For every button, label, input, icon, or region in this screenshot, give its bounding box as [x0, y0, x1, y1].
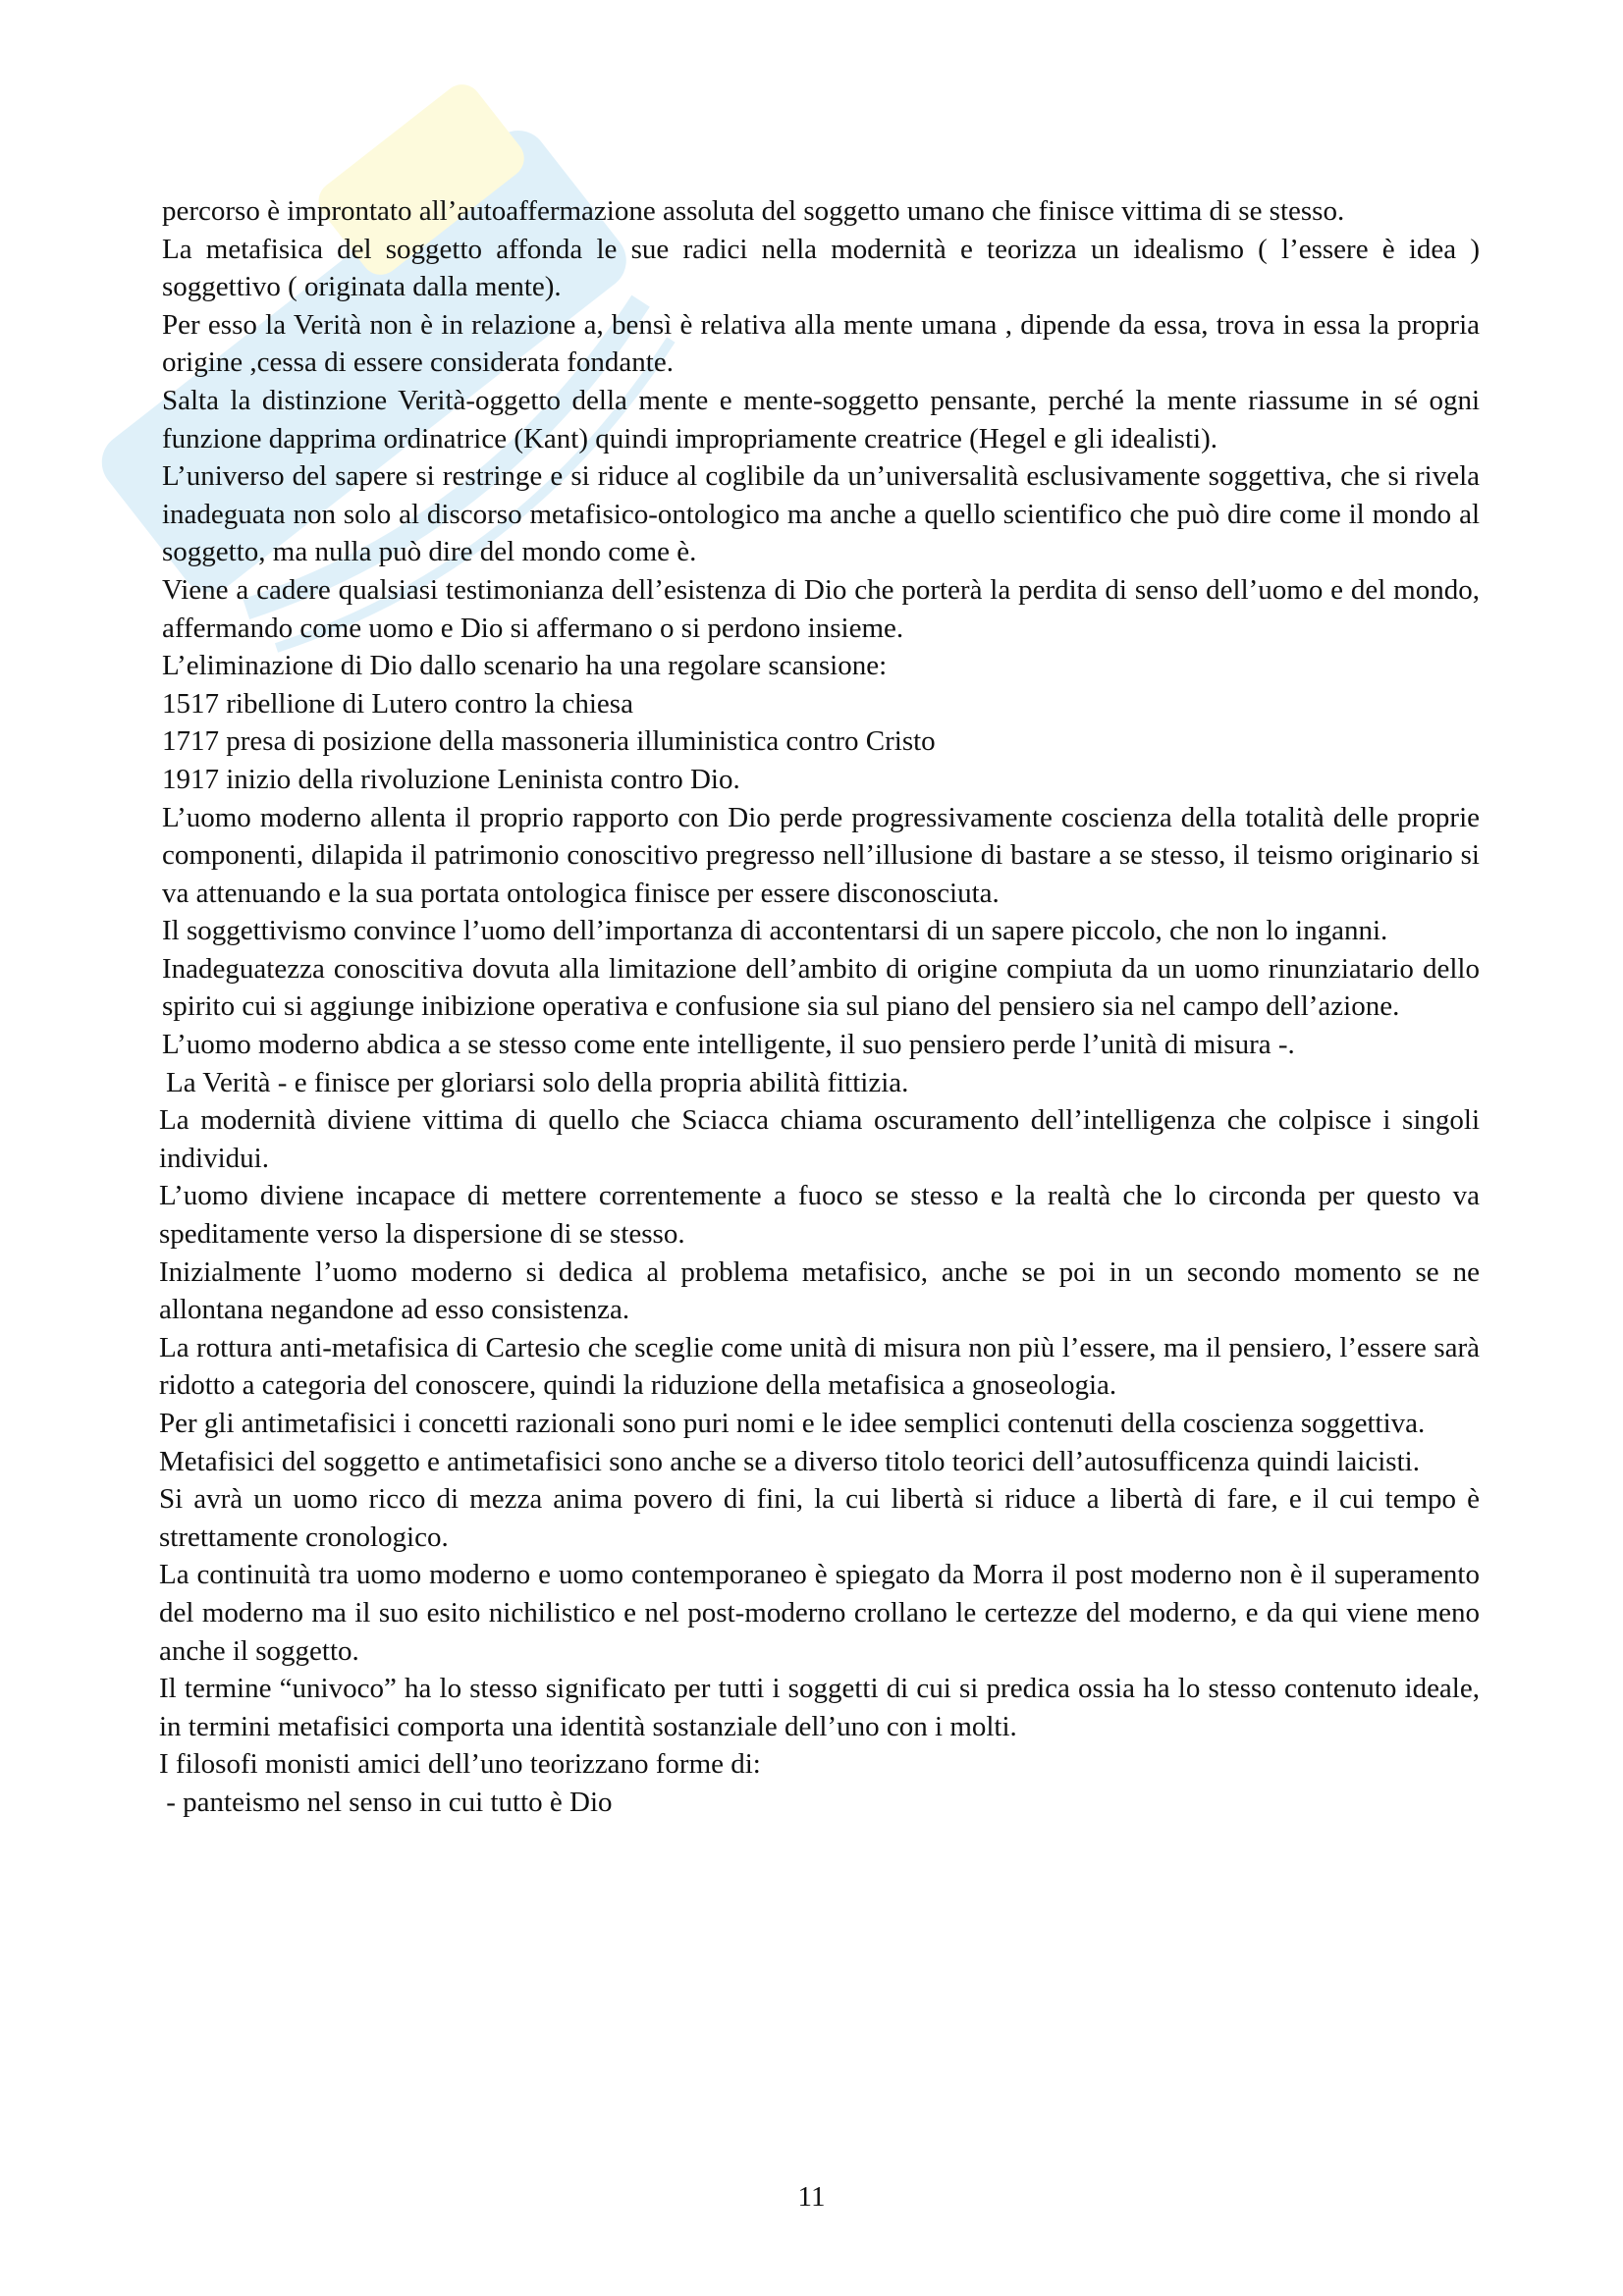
- paragraph-17: L’uomo diviene incapace di mettere correntemente a fuoco se stesso e la realtà che lo circonda per questo va speditamente verso la dispersione di se stesso.: [159, 1180, 1480, 1251]
- paragraph-19: La rottura anti-metafisica di Cartesio che sceglie come unità di misura non più l’essere, ma il pensiero, l’essere sarà ridotto a categoria del conoscere, quindi la riduzione della metafisica a gnoseologia.: [159, 1331, 1480, 1402]
- paragraph-4: Salta la distinzione Verità-oggetto della mente e mente-soggetto pensante, perché la mente riassume in sé ogni funzione dapprima ordinatrice (Kant) quindi impropriamente creatrice (Hegel e gli idealisti).: [162, 384, 1480, 454]
- paragraph-1: percorso è improntato all’autoaffermazione assoluta del soggetto umano che finisce vittima di se stesso.: [162, 195, 1345, 227]
- paragraph-3: Per esso la Verità non è in relazione a, bensì è relativa alla mente umana , dipende da essa, trova in essa la propria origine ,cessa di essere considerata fondante.: [162, 308, 1480, 379]
- paragraph-13: Inadeguatezza conoscitiva dovuta alla limitazione dell’ambito di origine compiuta da un uomo rinunziatario dello spirito cui si aggiunge inibizione operativa e confusione sia sul piano del pensiero sia nel campo dell’azione.: [162, 952, 1480, 1023]
- paragraph-12: Il soggettivismo convince l’uomo dell’importanza di accontentarsi di un sapere piccolo, che non lo inganni.: [162, 915, 1388, 947]
- timeline-item-1917: 1917 inizio della rivoluzione Leninista contro Dio.: [162, 763, 740, 795]
- paragraph-5: L’universo del sapere si restringe e si riduce al coglibile da un’universalità esclusivamente soggettiva, che si rivela inadeguata non solo al discorso metafisico-ontologico ma anche a quello scientifico che può dire come il mondo al soggetto, ma nulla può dire del mondo come è.: [162, 460, 1480, 568]
- paragraph-15: La Verità - e finisce per gloriarsi solo della propria abilità fittizia.: [166, 1066, 909, 1098]
- paragraph-22: Si avrà un uomo ricco di mezza anima povero di fini, la cui libertà si riduce a libertà di fare, e il cui tempo è strettamente cronologico.: [159, 1483, 1480, 1553]
- paragraph-24: Il termine “univoco” ha lo stesso significato per tutti i soggetti di cui si predica ossia ha lo stesso contenuto ideale, in termini metafisici comporta una identità sostanziale dell’uno con i molti.: [159, 1673, 1480, 1742]
- paragraph-16: La modernità diviene vittima di quello che Sciacca chiama oscuramento dell’intelligenza che colpisce i singoli individui.: [159, 1104, 1480, 1174]
- paragraph-6: Viene a cadere qualsiasi testimonianza dell’esistenza di Dio che porterà la perdita di senso dell’uomo e del mondo, affermando come uomo e Dio si affermano o si perdono insieme.: [162, 573, 1480, 644]
- paragraph-2: La metafisica del soggetto affonda le sue radici nella modernità e teorizza un idealismo ( l’essere è idea ) soggettivo ( originata dalla mente).: [162, 233, 1480, 303]
- timeline-item-1517: 1517 ribellione di Lutero contro la chiesa: [162, 687, 633, 720]
- page-body: [159, 192, 1480, 1822]
- paragraph-20: Per gli antimetafisici i concetti razionali sono puri nomi e le idee semplici contenuti della coscienza soggettiva.: [159, 1408, 1426, 1439]
- paragraph-21: Metafisici del soggetto e antimetafisici sono anche se a diverso titolo teorici dell’autosufficenza quindi laicisti.: [159, 1445, 1420, 1477]
- paragraph-14: L’uomo moderno abdica a se stesso come ente intelligente, il suo pensiero perde l’unità di misura -.: [162, 1029, 1295, 1061]
- paragraph-23: La continuità tra uomo moderno e uomo contemporaneo è spiegato da Morra il post moderno non è il superamento del moderno ma il suo esito nichilistico e nel post-moderno crollano le certezze del moderno, e da qui viene meno anche il soggetto.: [159, 1559, 1480, 1667]
- paragraph-18: Inizialmente l’uomo moderno si dedica al problema metafisico, anche se poi in un secondo momento se ne allontana negandone ad esso consistenza.: [159, 1255, 1480, 1326]
- paragraph-11: L’uomo moderno allenta il proprio rapporto con Dio perde progressivamente coscienza della totalità delle proprie componenti, dilapida il patrimonio conoscitivo pregresso nell’illusione di bastare a se stesso, il teismo originario si va attenuando e la sua portata ontologica finisce per essere disconosciuta.: [162, 801, 1480, 909]
- paragraph-7: L’eliminazione di Dio dallo scenario ha una regolare scansione:: [162, 650, 888, 682]
- timeline-item-1717: 1717 presa di posizione della massoneria illuministica contro Cristo: [162, 725, 936, 758]
- page-number: 11: [797, 2181, 826, 2213]
- paragraph-25: I filosofi monisti amici dell’uno teorizzano forme di:: [159, 1748, 761, 1781]
- list-item-panteismo: - panteismo nel senso in cui tutto è Dio: [159, 1786, 613, 1818]
